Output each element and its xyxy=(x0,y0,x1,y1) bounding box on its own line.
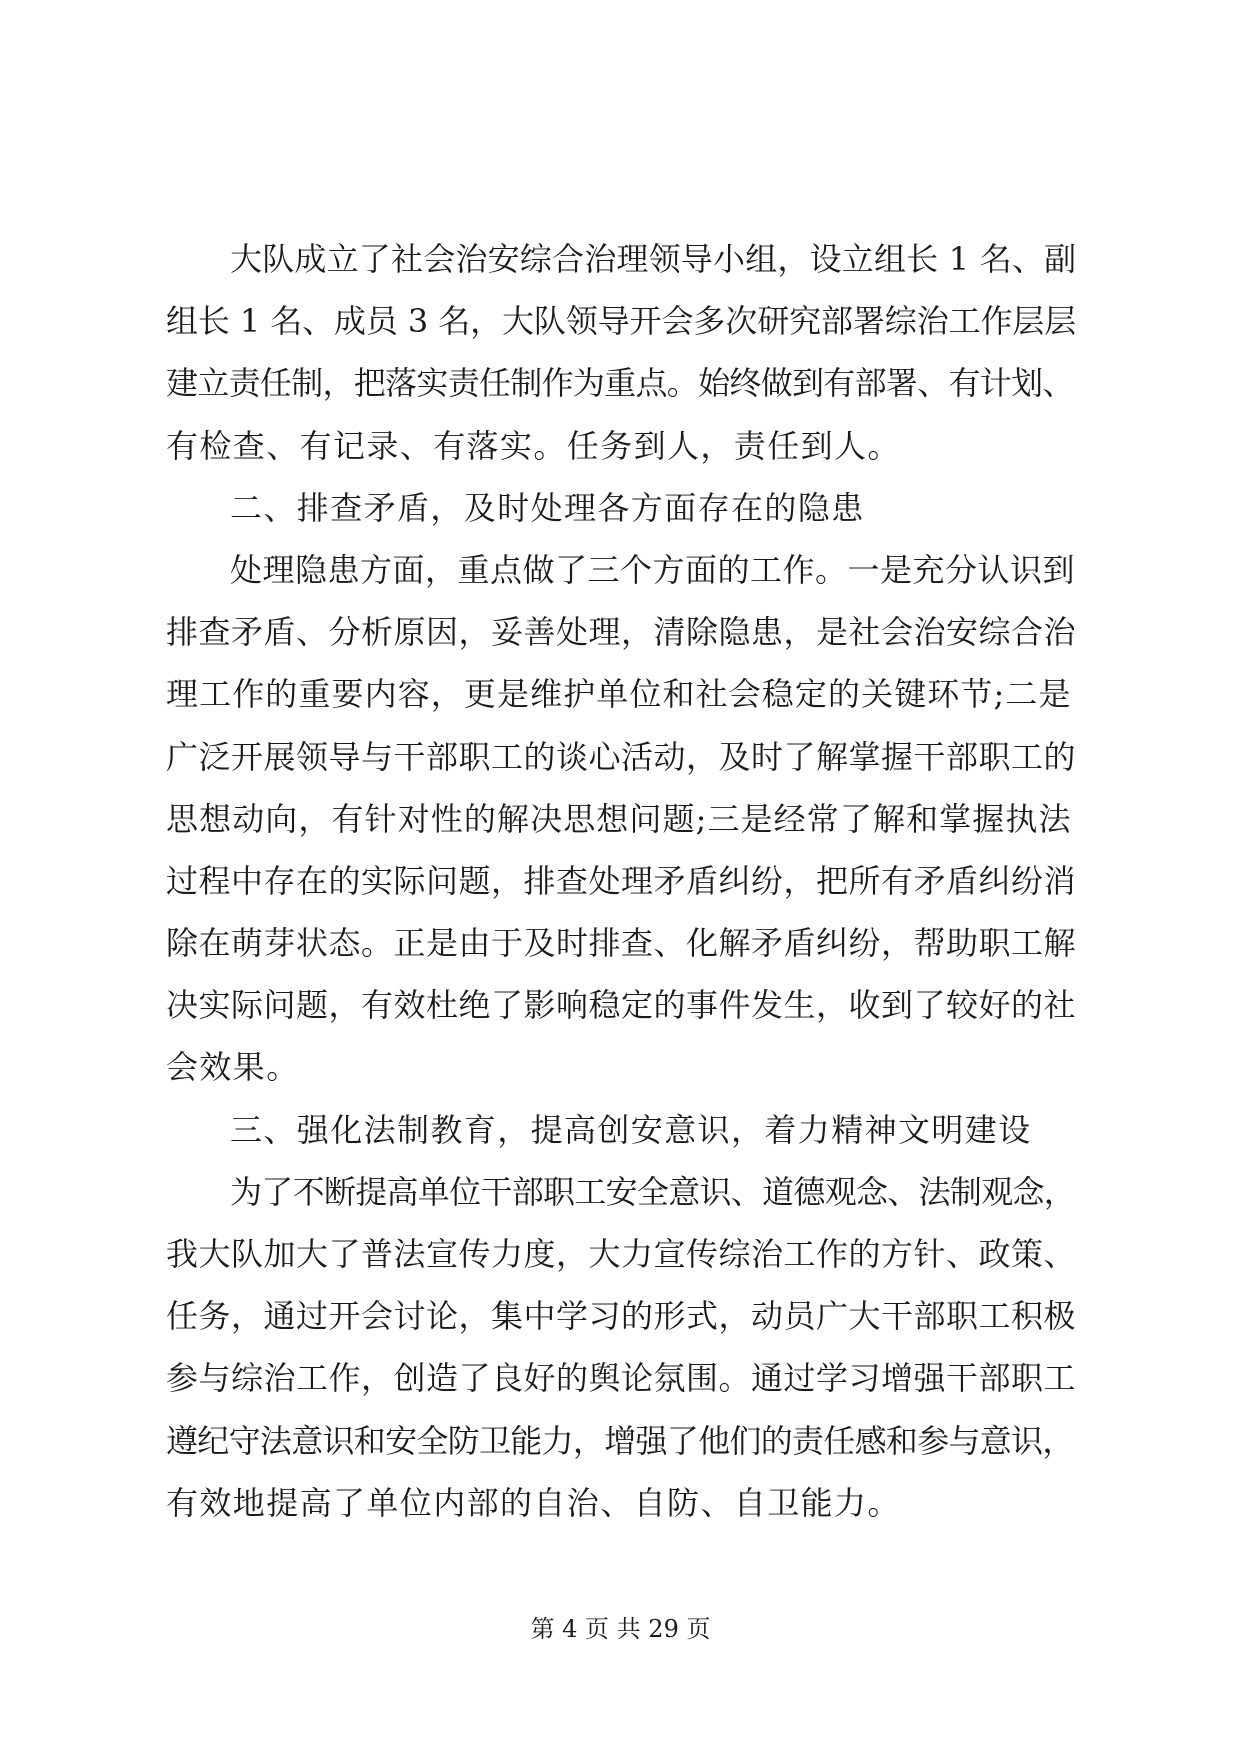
section-heading-3: 三、强化法制教育，提高创安意识，着力精神文明建设 xyxy=(230,1110,1032,1149)
paragraph-2-line-9: 会效果。 xyxy=(166,1048,300,1087)
paragraph-2-line-6: 过程中存在的实际问题，排查处理矛盾纠纷，把所有矛盾纠纷消 xyxy=(166,861,1077,900)
paragraph-2-line-5: 思想动向，有针对性的解决思想问题;三是经常了解和掌握执法 xyxy=(166,799,1072,838)
paragraph-3-line-2: 我大队加大了普法宣传力度，大力宣传综治工作的方针、政策、 xyxy=(166,1235,1077,1273)
paragraph-2-line-2: 排查矛盾、分析原因，妥善处理，清除隐患，是社会治安综合治 xyxy=(166,613,1077,652)
paragraph-1-line-1: 大队成立了社会治安综合治理领导小组，设立组长 1 名、副 xyxy=(230,240,1077,278)
paragraph-3-line-6: 有效地提高了单位内部的自治、自防、自卫能力。 xyxy=(166,1483,901,1522)
paragraph-3-line-3: 任务，通过开会讨论，集中学习的形式，动员广大干部职工积极 xyxy=(166,1297,1077,1336)
paragraph-2-line-4: 广泛开展领导与干部职工的谈心活动，及时了解掌握干部职工的 xyxy=(166,737,1077,776)
page-number-footer: 第 4 页 共 29 页 xyxy=(530,1615,711,1643)
paragraph-2-line-8: 决实际问题，有效杜绝了影响稳定的事件发生，收到了较好的社 xyxy=(166,986,1077,1025)
paragraph-2-line-3: 理工作的重要内容，更是维护单位和社会稳定的关键环节;二是 xyxy=(166,675,1072,714)
paragraph-3-line-1: 为了不断提高单位干部职工安全意识、道德观念、法制观念， xyxy=(230,1172,1076,1211)
paragraph-2-line-1: 处理隐患方面，重点做了三个方面的工作。一是充分认识到 xyxy=(230,550,1076,589)
paragraph-2-line-7: 除在萌芽状态。正是由于及时排查、化解矛盾纠纷，帮助职工解 xyxy=(166,924,1077,963)
paragraph-3-line-5: 遵纪守法意识和安全防卫能力，增强了他们的责任感和参与意识， xyxy=(166,1421,1074,1460)
paragraph-1-line-4: 有检查、有记录、有落实。任务到人，责任到人。 xyxy=(166,426,901,465)
document-body xyxy=(166,228,1076,1534)
paragraph-1-line-3: 建立责任制，把落实责任制作为重点。始终做到有部署、有计划、 xyxy=(166,364,1074,403)
paragraph-3-line-4: 参与综治工作，创造了良好的舆论氛围。通过学习增强干部职工 xyxy=(166,1359,1077,1398)
section-heading-2: 二、排查矛盾，及时处理各方面存在的隐患 xyxy=(230,488,865,527)
paragraph-1-line-2: 组长 1 名、成员 3 名，大队领导开会多次研究部署综治工作层层 xyxy=(166,302,1077,341)
